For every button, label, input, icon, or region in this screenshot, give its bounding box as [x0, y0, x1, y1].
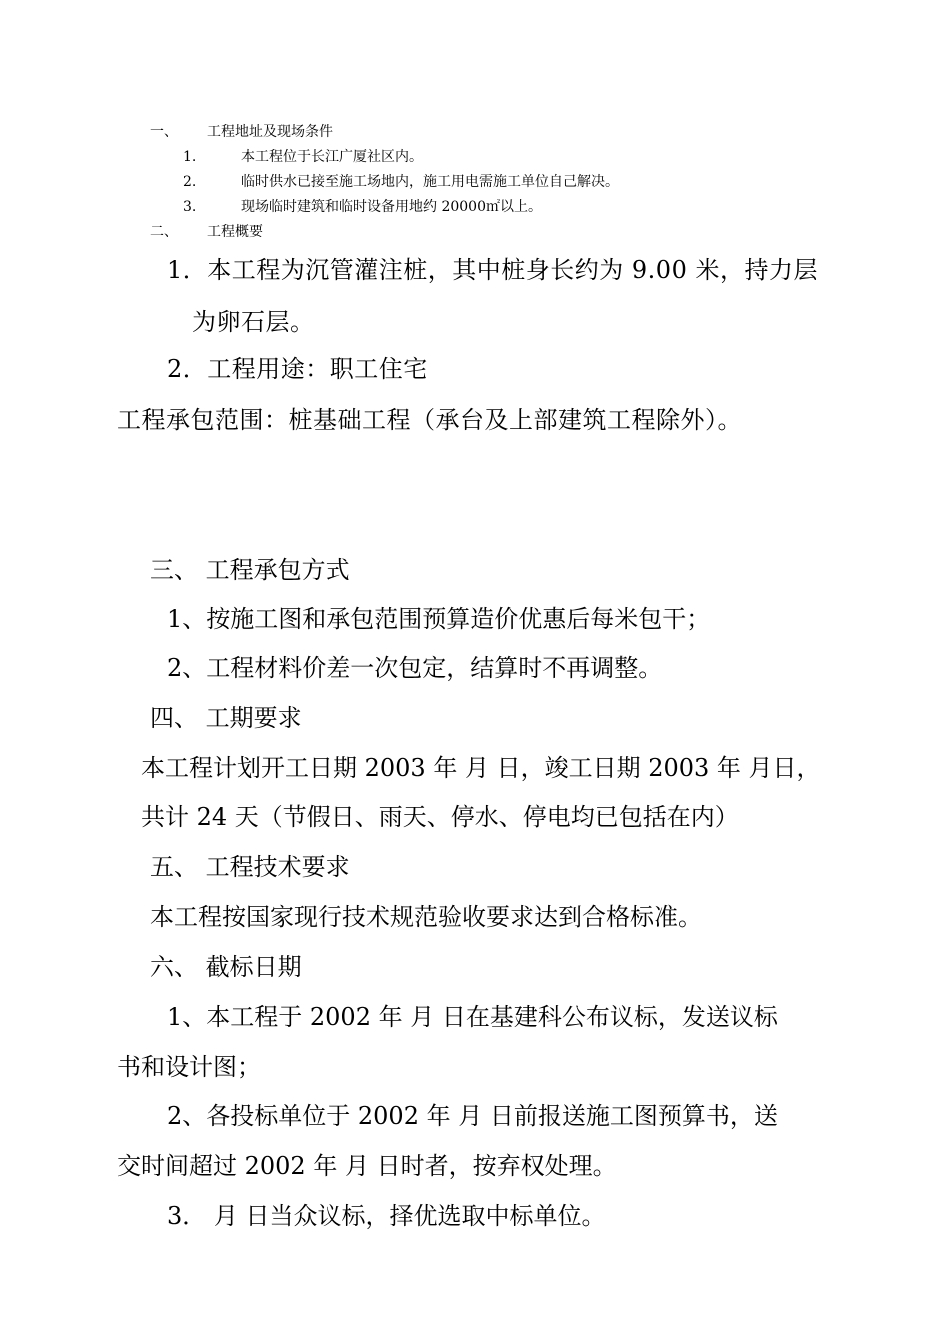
section1-heading-number: 一、 — [150, 124, 178, 140]
section2-heading-number: 二、 — [150, 224, 178, 240]
section3-item-1: 1、按施工图和承包范围预算造价优惠后每米包干； — [167, 605, 711, 633]
section4-heading: 四、 工期要求 — [150, 704, 302, 732]
section5-line-1: 本工程按国家现行技术规范验收要求达到合格标准。 — [150, 903, 702, 931]
section2-heading: 工程概要 — [207, 224, 263, 240]
section6-item-2-line-2: 交时间超过 2002 年 月 日时者，按弃权处理。 — [117, 1152, 617, 1180]
section1-heading: 工程地址及现场条件 — [207, 124, 333, 140]
section1-item-3-number: 3. — [183, 199, 197, 215]
section3-heading: 三、 工程承包方式 — [150, 556, 350, 584]
section6-item-3: 3． 月 日当众议标，择优选取中标单位。 — [167, 1202, 606, 1230]
section1-item-1-text: 本工程位于长江广厦社区内。 — [241, 149, 423, 165]
section3-item-2: 2、工程材料价差一次包定，结算时不再调整。 — [167, 654, 663, 682]
section6-item-1-line-1: 1、本工程于 2002 年 月 日在基建科公布议标，发送议标 — [167, 1003, 778, 1031]
section6-heading: 六、 截标日期 — [150, 953, 302, 981]
section4-line-2: 共计 24 天（节假日、雨天、停水、停电均已包括在内） — [141, 803, 739, 831]
section2-item-2: 2．工程用途：职工住宅 — [167, 355, 428, 383]
section2-item-1-line-1: 1．本工程为沉管灌注桩，其中桩身长约为 9.00 米，持力层 — [167, 256, 818, 284]
section5-heading: 五、 工程技术要求 — [150, 853, 350, 881]
section6-item-1-line-2: 书和设计图； — [117, 1053, 261, 1081]
section1-item-2-text: 临时供水已接至施工场地内，施工用电需施工单位自己解决。 — [241, 174, 619, 190]
section1-item-2-number: 2. — [183, 174, 197, 190]
section6-item-2-line-1: 2、各投标单位于 2002 年 月 日前报送施工图预算书，送 — [167, 1102, 778, 1130]
section2-scope: 工程承包范围：桩基础工程（承台及上部建筑工程除外）。 — [117, 406, 742, 434]
section1-item-3-text: 现场临时建筑和临时设备用地约 20000㎡以上。 — [241, 199, 542, 215]
section1-item-1-number: 1. — [183, 149, 197, 165]
section4-line-1: 本工程计划开工日期 2003 年 月 日，竣工日期 2003 年 月日， — [141, 754, 821, 782]
section2-item-1-line-2: 为卵石层。 — [192, 308, 315, 336]
